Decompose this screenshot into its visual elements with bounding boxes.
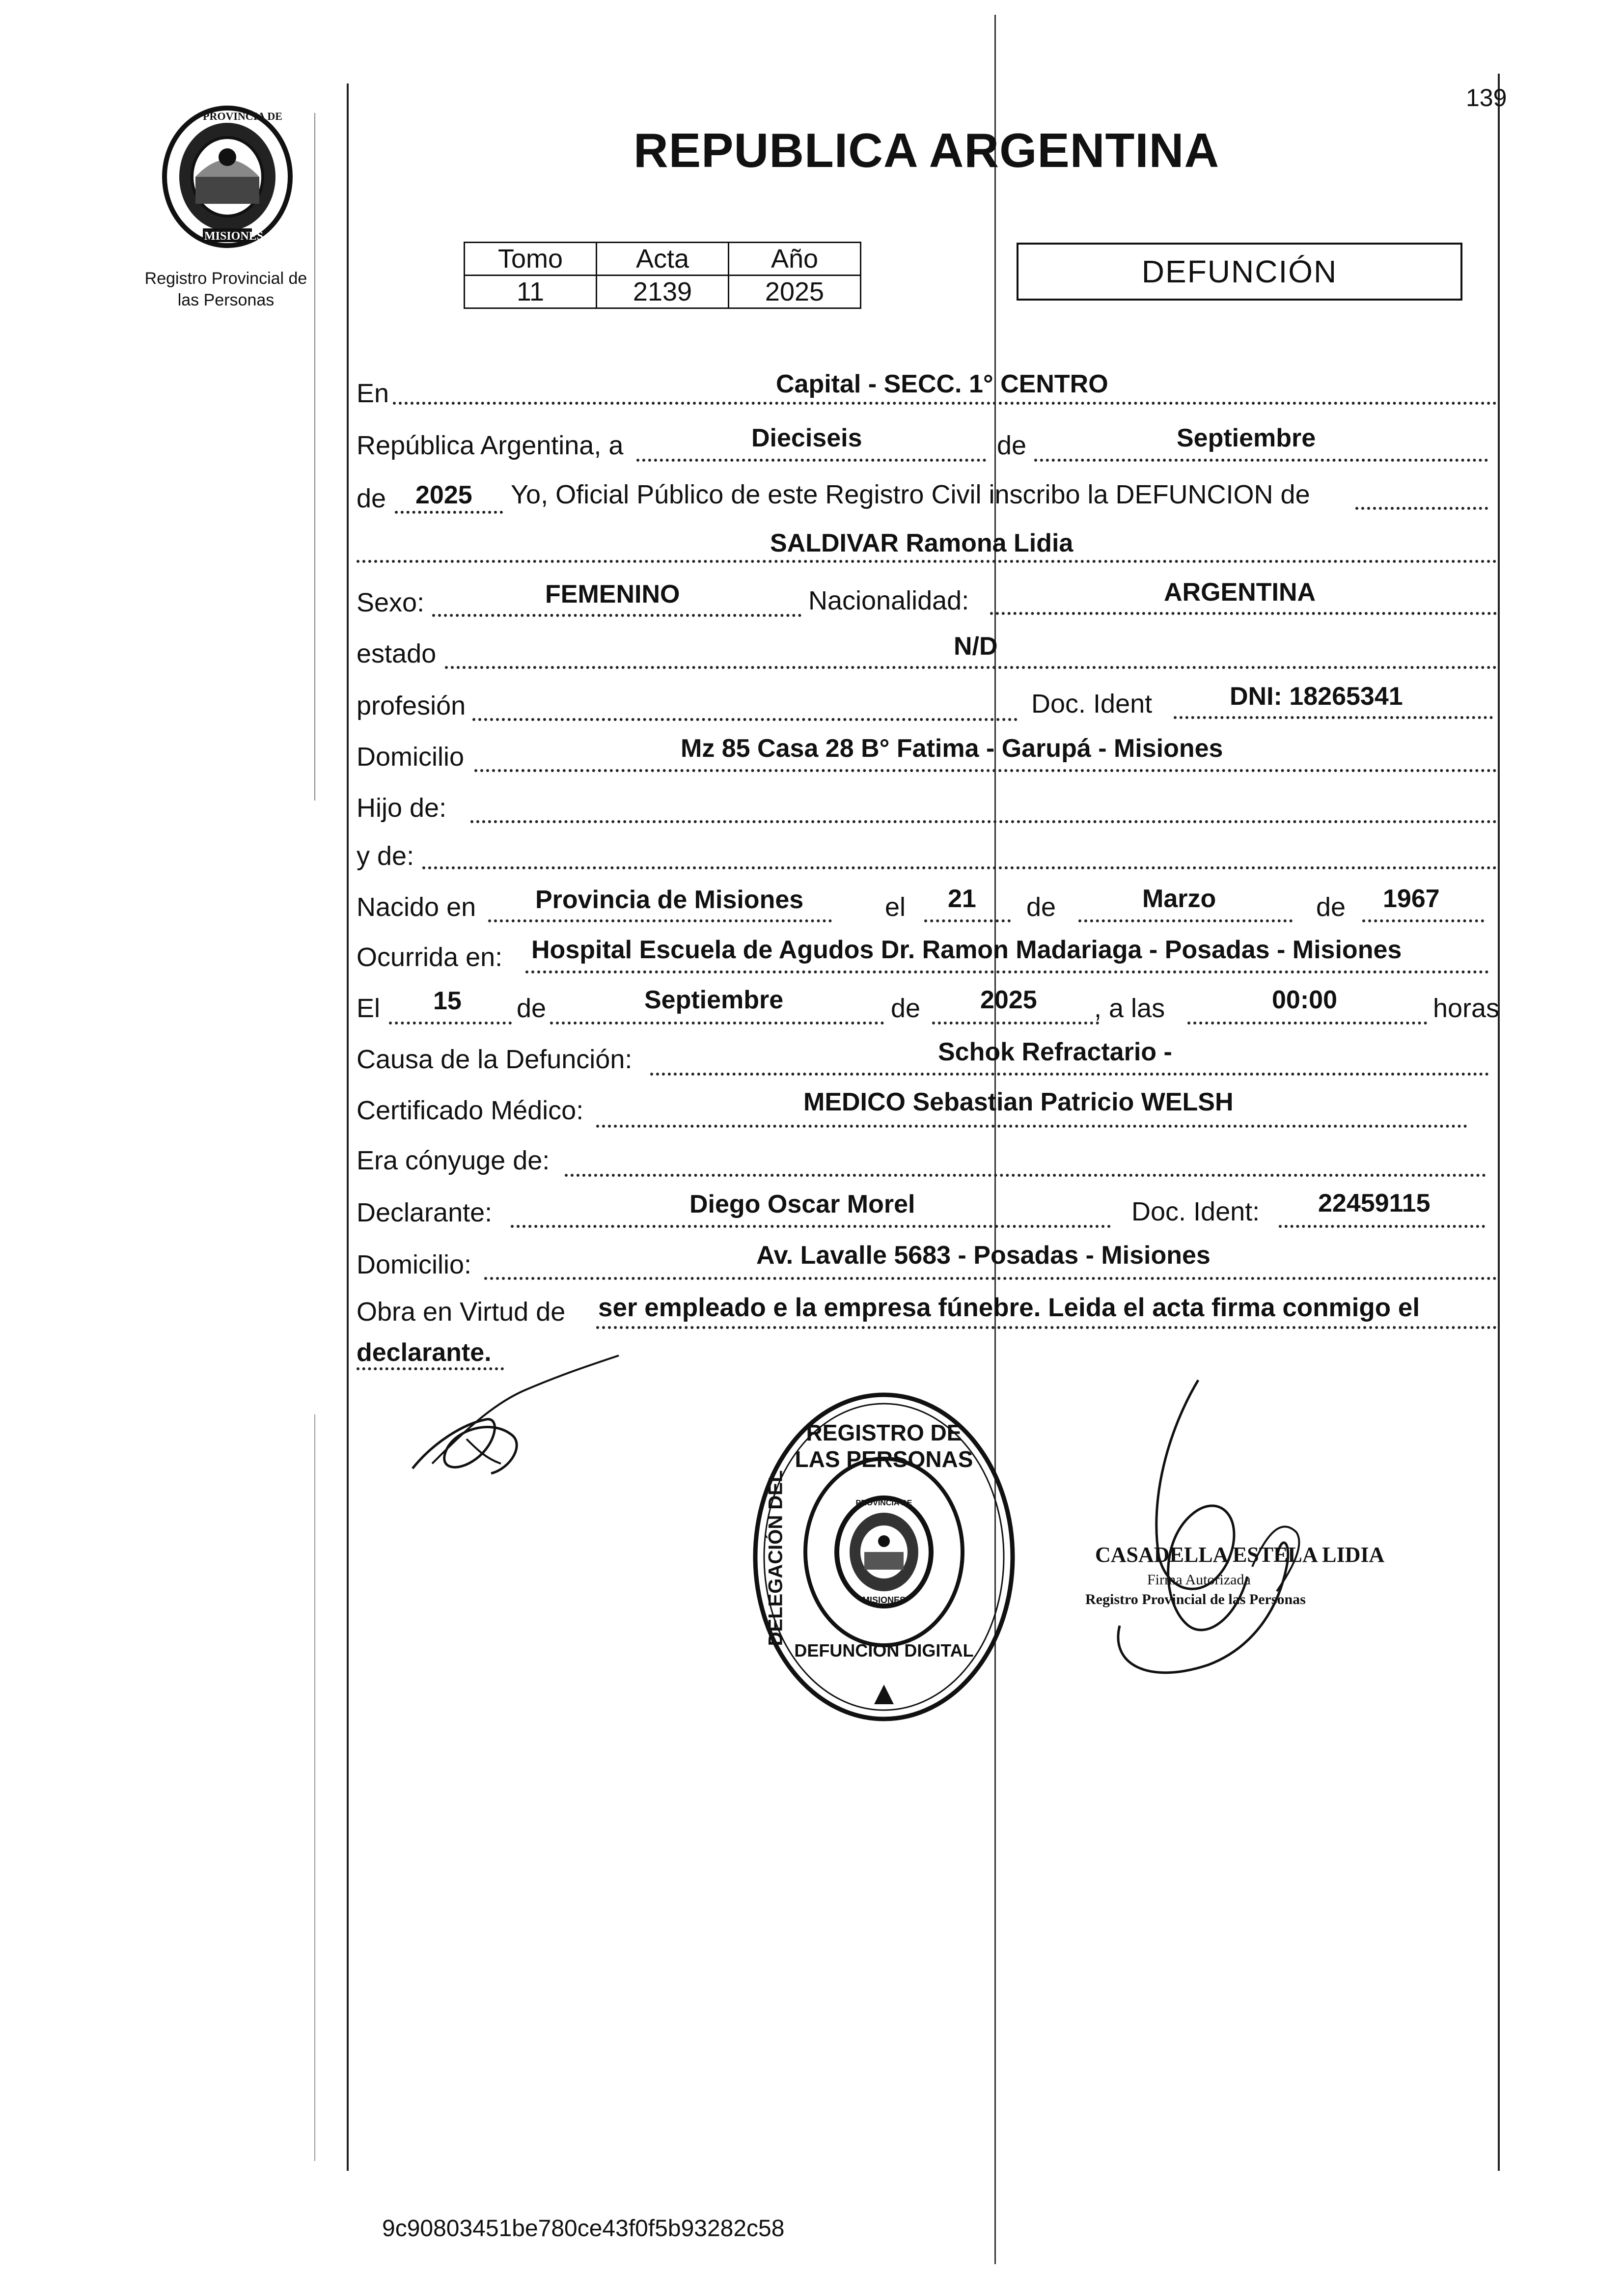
de-label-6: de bbox=[891, 994, 921, 1023]
hijo-label: Hijo de: bbox=[357, 793, 447, 823]
def-anio-line bbox=[932, 1022, 1099, 1025]
signatory-name: CASADELLA ESTELA LIDIA bbox=[1095, 1543, 1385, 1567]
anio-label: Año bbox=[729, 243, 861, 276]
page-title: REPUBLICA ARGENTINA bbox=[633, 123, 1220, 177]
a-las-label: , a las bbox=[1094, 994, 1165, 1023]
doc-ident-label: Doc. Ident bbox=[1031, 689, 1153, 719]
declarante-doc-value: 22459115 bbox=[1318, 1189, 1431, 1218]
obra-label: Obra en Virtud de bbox=[357, 1297, 566, 1327]
dia-line bbox=[636, 459, 986, 462]
causa-label: Causa de la Defunción: bbox=[357, 1045, 633, 1074]
nombre-value: SALDIVAR Ramona Lidia bbox=[770, 529, 1073, 557]
document-hash: 9c90803451be780ce43f0f5b93282c58 bbox=[382, 2216, 785, 2242]
de-label-2: de bbox=[357, 484, 386, 513]
de-label: de bbox=[997, 431, 1027, 460]
ocurrida-label: Ocurrida en: bbox=[357, 942, 503, 972]
def-mes-value: Septiembre bbox=[644, 986, 784, 1014]
obra-line bbox=[596, 1326, 1497, 1329]
nacionalidad-label: Nacionalidad: bbox=[808, 586, 969, 615]
seal-inner-bottom-text: MISIONES bbox=[862, 1595, 906, 1605]
left-edge-marks-lower bbox=[314, 1414, 315, 2161]
obra-value-line2: declarante. bbox=[357, 1338, 492, 1367]
doc-ident-value: DNI: 18265341 bbox=[1230, 682, 1403, 711]
page-number: 139 bbox=[1466, 84, 1507, 111]
nac-anio-line bbox=[1362, 919, 1484, 922]
declarante-line bbox=[511, 1225, 1111, 1228]
republica-label: República Argentina, a bbox=[357, 431, 624, 460]
nacido-label: Nacido en bbox=[357, 892, 476, 922]
anio-value: 2025 bbox=[729, 276, 861, 308]
en-value: Capital - SECC. 1° CENTRO bbox=[776, 370, 1108, 398]
def-dia-value: 15 bbox=[433, 987, 462, 1015]
document-type: DEFUNCIÓN bbox=[1141, 254, 1338, 289]
profesion-line bbox=[472, 718, 1018, 721]
nac-mes-value: Marzo bbox=[1142, 885, 1216, 913]
document-type-box bbox=[1017, 243, 1462, 301]
doc-ident-line bbox=[1174, 716, 1493, 719]
certificado-line bbox=[596, 1125, 1467, 1128]
domicilio-value: Mz 85 Casa 28 B° Fatima - Garupá - Misiones bbox=[681, 734, 1223, 763]
de-label-5: de bbox=[517, 994, 547, 1023]
seal-inner-top-text: PROVINCIA DE bbox=[855, 1499, 912, 1507]
oficial-text: Yo, Oficial Público de este Registro Civil inscribo la DEFUNCION de bbox=[511, 480, 1310, 509]
sexo-value: FEMENINO bbox=[545, 580, 680, 609]
declarante-domicilio-value: Av. Lavalle 5683 - Posadas - Misiones bbox=[756, 1241, 1211, 1270]
anio-line bbox=[395, 511, 503, 514]
acta-table bbox=[464, 242, 861, 309]
nombre-line bbox=[357, 560, 1497, 563]
causa-value: Schok Refractario - bbox=[938, 1038, 1172, 1066]
seal-left-text: DELEGACIÓN DEL bbox=[765, 1470, 787, 1646]
declarante-doc-line bbox=[1279, 1225, 1485, 1228]
conyuge-label: Era cónyuge de: bbox=[357, 1146, 550, 1175]
province-logo bbox=[156, 103, 299, 250]
def-dia-line bbox=[389, 1022, 512, 1025]
el-label-2: El bbox=[357, 994, 381, 1023]
mes-line bbox=[1034, 459, 1488, 462]
nac-anio-value: 1967 bbox=[1383, 885, 1440, 913]
def-anio-value: 2025 bbox=[980, 986, 1037, 1014]
nac-mes-line bbox=[1078, 919, 1293, 922]
declarante-domicilio-line bbox=[484, 1277, 1497, 1280]
tomo-label: Tomo bbox=[465, 243, 597, 276]
domicilio-label: Domicilio bbox=[357, 742, 465, 772]
certificado-value: MEDICO Sebastian Patricio WELSH bbox=[803, 1088, 1234, 1116]
de-label-3: de bbox=[1026, 892, 1056, 922]
hora-line bbox=[1187, 1022, 1427, 1025]
domicilio-line bbox=[474, 769, 1497, 772]
sexo-label: Sexo: bbox=[357, 588, 425, 617]
nacido-line bbox=[488, 919, 832, 922]
registry-name-line1: Registro Provincial de bbox=[144, 269, 307, 288]
domicilio-label-2: Domicilio: bbox=[357, 1250, 472, 1279]
logo-bottom-text: MISIONES bbox=[204, 230, 264, 243]
doc-ident-label-2: Doc. Ident: bbox=[1131, 1197, 1260, 1226]
tomo-value: 11 bbox=[465, 276, 597, 308]
horas-label: horas bbox=[1433, 994, 1500, 1023]
en-line bbox=[393, 402, 1497, 405]
province-crest-icon bbox=[156, 103, 299, 250]
causa-line bbox=[650, 1073, 1489, 1076]
left-margin-line bbox=[347, 83, 349, 2171]
official-seal bbox=[746, 1385, 1021, 1729]
obra-value-line1: ser empleado e la empresa fúnebre. Leida el acta firma conmigo el bbox=[598, 1293, 1420, 1322]
seal-bottom-text: DEFUNCION DIGITAL bbox=[794, 1640, 974, 1661]
estado-label: estado bbox=[357, 639, 437, 668]
dia-value: Dieciseis bbox=[751, 424, 862, 452]
y-de-label: y de: bbox=[357, 841, 414, 871]
el-label: el bbox=[885, 892, 906, 922]
profesion-label: profesión bbox=[357, 691, 466, 720]
registry-name-line2: las Personas bbox=[177, 291, 275, 309]
certificado-label: Certificado Médico: bbox=[357, 1096, 584, 1125]
nacionalidad-value: ARGENTINA bbox=[1164, 578, 1316, 607]
mes-value: Septiembre bbox=[1177, 424, 1316, 452]
oficial-line bbox=[1355, 507, 1488, 510]
nacionalidad-line bbox=[990, 612, 1497, 615]
ocurrida-value: Hospital Escuela de Agudos Dr. Ramon Madariaga - Posadas - Misiones bbox=[531, 936, 1402, 964]
declarant-signature-icon bbox=[403, 1346, 629, 1493]
signatory-org: Registro Provincial de las Personas bbox=[1085, 1591, 1306, 1607]
seal-top-text: REGISTRO DE LAS PERSONAS bbox=[795, 1420, 973, 1472]
logo-top-text: PROVINCIA DE bbox=[203, 110, 282, 122]
right-margin-line bbox=[1498, 74, 1500, 2171]
acta-label: Acta bbox=[597, 243, 729, 276]
de-label-4: de bbox=[1316, 892, 1346, 922]
center-fold-line bbox=[994, 15, 996, 2264]
signatory-role: Firma Autorizada bbox=[1147, 1572, 1251, 1588]
estado-value: N/D bbox=[954, 632, 998, 661]
estado-line bbox=[445, 666, 1497, 669]
def-mes-line bbox=[550, 1022, 884, 1025]
ocurrida-line bbox=[525, 970, 1489, 973]
nacido-value: Provincia de Misiones bbox=[535, 886, 804, 914]
hora-value: 00:00 bbox=[1272, 986, 1337, 1014]
nac-dia-line bbox=[924, 919, 1011, 922]
declarante-label: Declarante: bbox=[357, 1198, 493, 1227]
conyuge-line bbox=[565, 1174, 1486, 1177]
declarante-value: Diego Oscar Morel bbox=[689, 1190, 915, 1219]
en-label: En bbox=[357, 379, 389, 408]
y-de-line bbox=[422, 866, 1497, 869]
anio-value: 2025 bbox=[415, 481, 472, 509]
left-edge-marks bbox=[314, 113, 315, 801]
sexo-line bbox=[432, 614, 801, 617]
acta-value: 2139 bbox=[597, 276, 729, 308]
hijo-line bbox=[470, 820, 1497, 823]
nac-dia-value: 21 bbox=[948, 885, 976, 913]
